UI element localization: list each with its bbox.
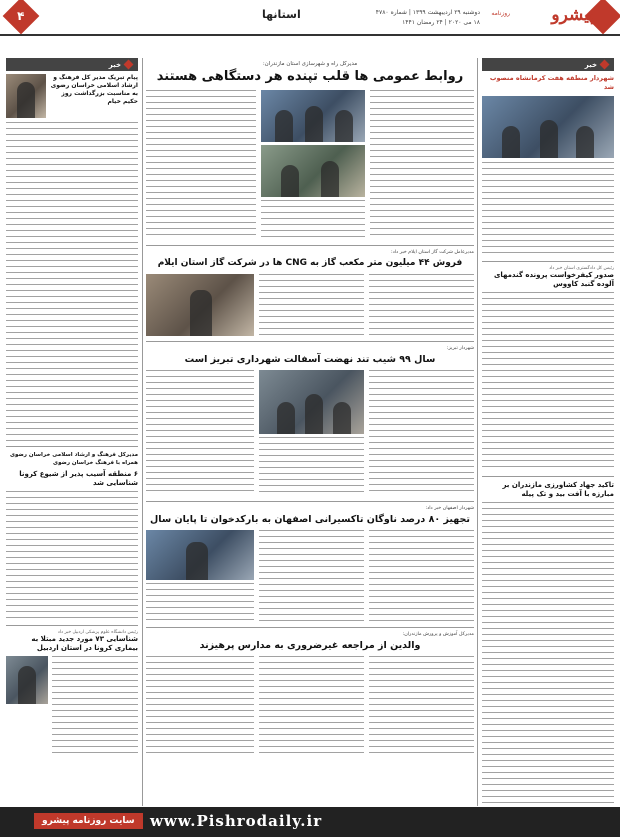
column-rule: [142, 58, 143, 806]
footer-website[interactable]: www.Pishrodaily.ir: [150, 812, 323, 830]
newspaper-logo-sub: روزنامه: [491, 10, 510, 17]
section-strip-right: [482, 58, 614, 71]
article-body: [369, 370, 474, 496]
article-body: [370, 90, 474, 240]
article-kicker: مدیرکل آموزش و پرورش مازندران:: [402, 632, 474, 637]
person-figure: [18, 666, 36, 704]
portrait-photo: [6, 656, 48, 704]
page-number-badge: [3, 0, 40, 34]
article-body: [146, 656, 254, 756]
left-column: [6, 74, 138, 804]
article-body: [146, 583, 254, 622]
article-body: [482, 502, 614, 804]
masthead-rule: [0, 34, 620, 36]
article-kicker: مدیرکل راه و شهرسازی استان مازندران:: [262, 61, 358, 67]
person-figure: [275, 110, 293, 142]
divider: [482, 476, 614, 477]
divider: [146, 501, 474, 502]
divider: [482, 261, 614, 262]
divider: [146, 627, 474, 628]
section-strip-left: [6, 58, 138, 71]
article-headline: فروش ۴۴ میلیون متر مکعب گاز به CNG ها در شرکت گاز استان ایلام: [157, 258, 463, 268]
article-body: [369, 274, 474, 336]
page-number: ۴: [17, 9, 25, 24]
article-body: [482, 162, 614, 257]
person-figure: [190, 290, 212, 336]
article-headline: تجهیز ۸۰ درصد ناوگان تاکسیرانی اصفهان به بارکدخوان تا پایان سال: [150, 514, 470, 525]
lead-headline: روابط عمومی ها قلب تپنده هر دستگاهی هستند: [156, 69, 464, 84]
divider: [6, 446, 138, 447]
article-headline: والدین از مراجعه غیرضروری به مدارس پرهیزند: [199, 640, 421, 651]
divider: [146, 341, 474, 342]
person-figure: [281, 165, 299, 197]
person-figure: [305, 394, 323, 434]
right-column: [482, 74, 614, 804]
diamond-icon: [600, 60, 610, 70]
article-body: [259, 530, 364, 622]
article-kicker: شهردار تبریز:: [446, 346, 474, 351]
article-photo: [261, 145, 365, 197]
column-rule: [477, 58, 478, 806]
article-body: [482, 292, 614, 472]
person-figure: [321, 161, 339, 197]
newspaper-logo: پیشرو: [551, 5, 594, 25]
center-column: [146, 58, 474, 806]
article-body: [6, 491, 138, 621]
footer-banner: [0, 807, 620, 837]
article-headline: شناسایی ۷۳ مورد جدید مبتلا به بیماری کرونا در استان اردبیل: [31, 635, 138, 652]
strip-label: خبر: [108, 60, 121, 69]
issue-date-line-2: ۱۸ می ۲۰۲۰ | ۲۴ رمضان ۱۴۴۱: [402, 19, 480, 26]
person-figure: [305, 106, 323, 142]
section-title: استانها: [262, 8, 301, 21]
person-figure: [335, 110, 353, 142]
article-headline: پیام تبریک مدیر کل فرهنگ و ارشاد اسلامی خراسان رضوی به مناسبت بزرگداشت روز حکیم خیام: [50, 74, 138, 105]
person-figure: [333, 402, 351, 434]
article-kicker: رئیس کل دادگستری استان خبر داد: [549, 266, 614, 271]
article-body: [52, 656, 138, 756]
masthead: [0, 0, 620, 50]
article-body: [259, 274, 364, 336]
portrait-photo: [6, 74, 46, 118]
article-body: [146, 370, 254, 496]
article-photo: [482, 96, 614, 158]
article-headline: صدور کیفرخواست پرونده گندمهای آلوده گنبد کاووس: [493, 271, 614, 288]
article-headline: سال ۹۹ شیب تند نهضت آسفالت شهرداری تبریز است: [184, 354, 436, 365]
issue-date-line: دوشنبه ۲۹ اردیبهشت ۱۳۹۹ | شماره ۴۷۸۰: [375, 9, 480, 16]
article-photo: [146, 274, 254, 336]
article-headline: مدیرکل فرهنگ و ارشاد اسلامی خراسان رضوی همراه با فرهنگ خراسان رضوی: [10, 452, 138, 466]
person-figure: [576, 126, 594, 158]
strip-label: خبر: [584, 60, 597, 69]
article-photo: [259, 370, 364, 434]
article-body: [259, 656, 364, 756]
article-kicker: شهردار اصفهان خبر داد:: [425, 506, 474, 511]
article-body: [146, 90, 256, 240]
person-figure: [17, 82, 35, 118]
person-figure: [277, 402, 295, 434]
divider: [146, 245, 474, 246]
article-photo: [261, 90, 365, 142]
person-figure: [186, 542, 208, 580]
article-kicker: مدیرعامل شرکت گاز استان ایلام خبر داد:: [390, 250, 474, 255]
person-figure: [540, 120, 558, 158]
divider: [6, 625, 138, 626]
person-figure: [502, 126, 520, 158]
article-body: [261, 200, 365, 240]
diamond-icon: [124, 60, 134, 70]
article-body: [369, 656, 474, 756]
article-body: [6, 122, 138, 442]
article-headline: ۶ منطقه آسیب پذیر از شیوع کرونا شناسایی شد: [19, 470, 138, 487]
article-photo: [146, 530, 254, 580]
article-body: [369, 530, 474, 622]
article-headline: تاکید جهاد کشاورزی مازندران بر مبارزه با آفت بید و تک پیله: [502, 481, 614, 498]
article-body: [259, 437, 364, 496]
article-kicker: رئیس دانشگاه علوم پزشکی اردبیل خبر داد: [57, 630, 138, 635]
article-headline: شهردار منطقه هفت کرمانشاه منصوب شد: [489, 74, 614, 91]
footer-website-label: سایت روزنامه پیشرو: [34, 813, 143, 829]
